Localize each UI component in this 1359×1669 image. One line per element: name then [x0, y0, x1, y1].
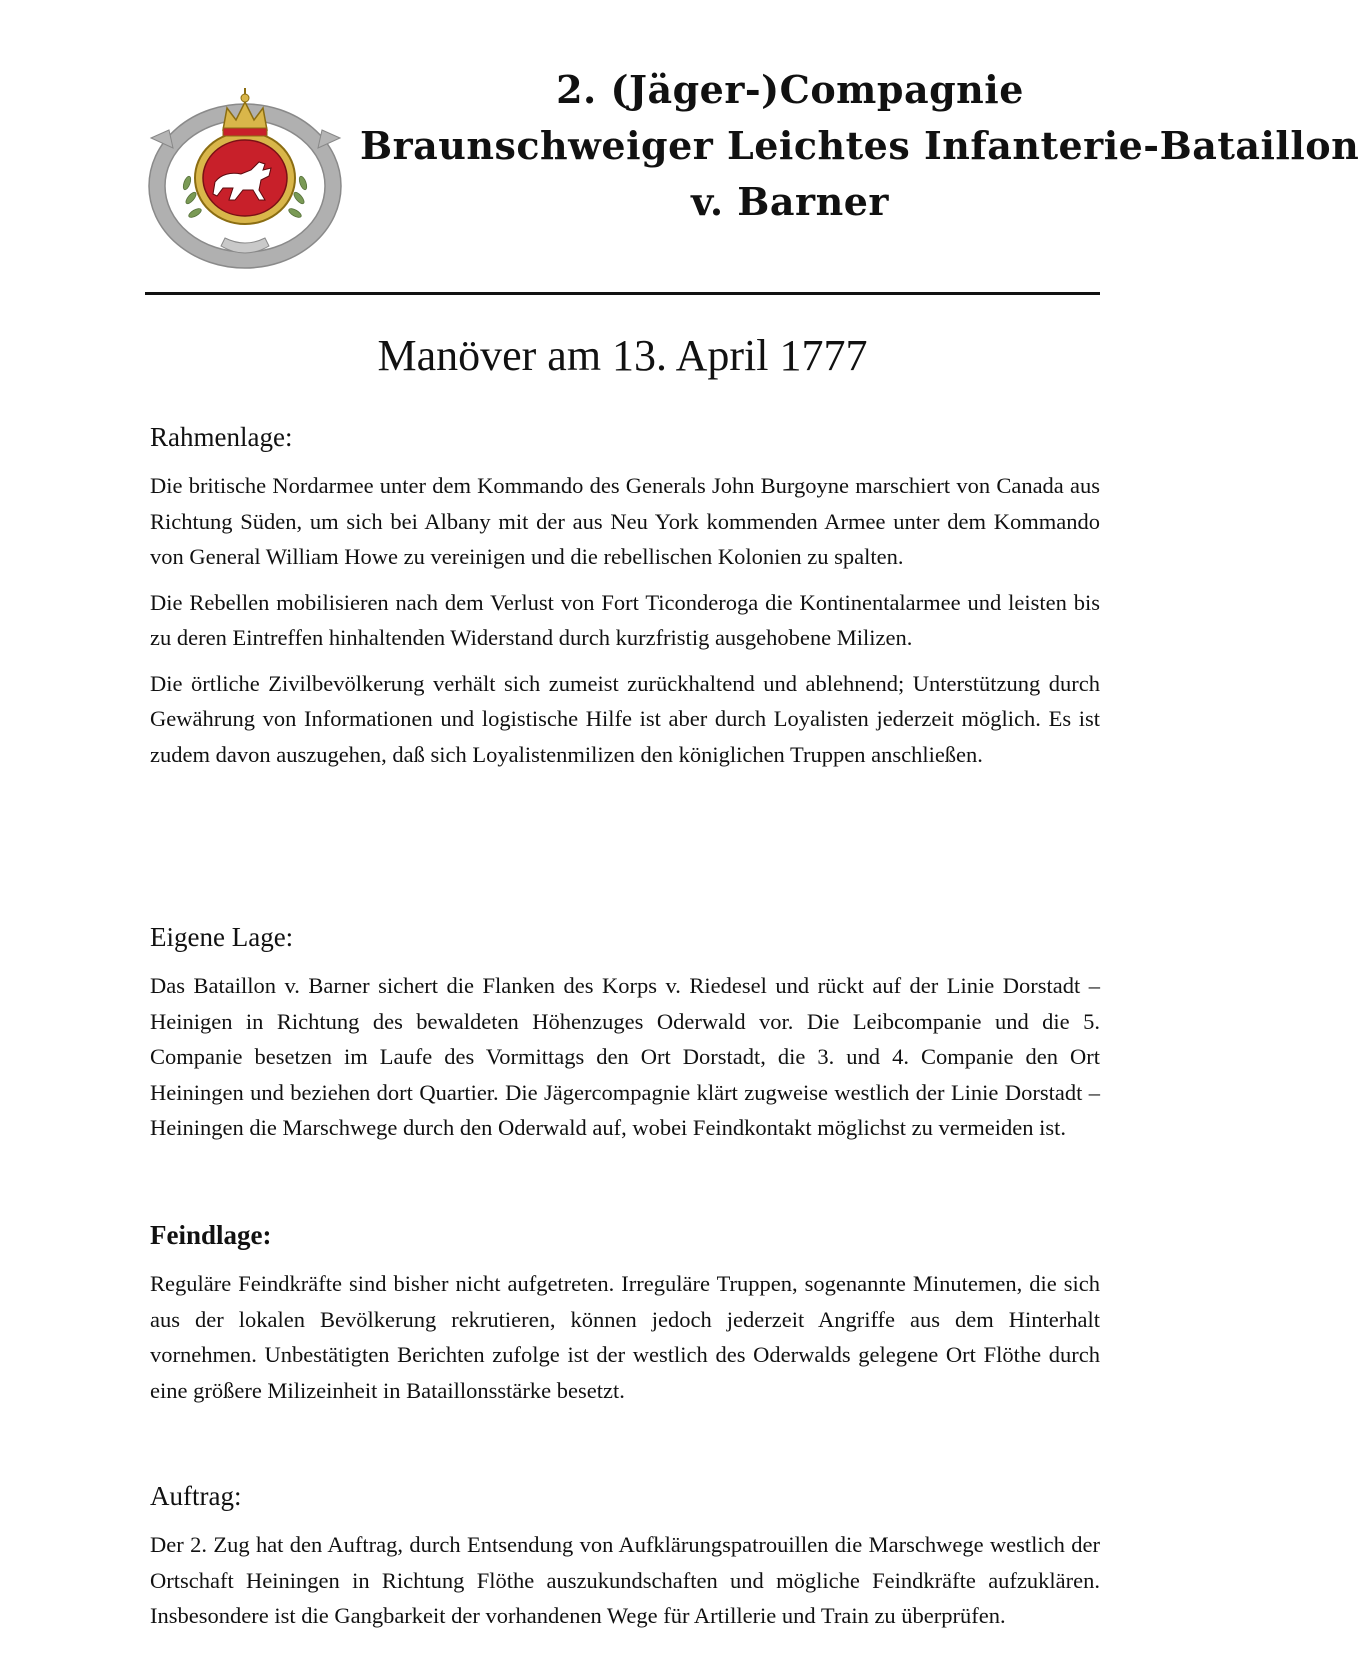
paragraph: Reguläre Feindkräfte sind bisher nicht aufgetreten. Irreguläre Truppen, sogenannte Minutemen, die sich aus der lokalen Bevölkerung rekrutieren, können jedoch jederzeit Angriffe aus dem Hinterhalt vornehmen. Unbestätigten Berichten zufolge ist der westlich des Oderwalds gelegene Ort Flöthe durch eine größere Milizeinheit in Bataillonsstärke besetzt. [150, 1271, 1100, 1403]
section-heading: Auftrag: [150, 1481, 242, 1511]
braunschweig-horse-crest-icon [143, 78, 348, 268]
paragraph: Die örtliche Zivilbevölkerung verhält sich zumeist zurückhaltend und ablehnend; Unterstützung durch Gewährung von Informationen und logistische Hilfe ist aber durch Loyalisten jederzeit möglich. Es ist zudem davon auszugehen, daß sich Loyalistenmilizen den königlichen Truppen anschließen. [150, 670, 1100, 767]
header-title [360, 62, 1359, 230]
section-feindlage [150, 1218, 1100, 1418]
paragraph: Die Rebellen mobilisieren nach dem Verlust von Fort Ticonderoga die Kontinentalarmee und leisten bis zu deren Eintreffen hinhaltenden Widerstand durch kurzfristig ausgehobene Milizen. [150, 589, 1100, 650]
paragraph: Der 2. Zug hat den Auftrag, durch Entsendung von Aufklärungspatrouillen die Marschwege westlich der Ortschaft Heiningen in Richtung Flöthe auszukundschaften und mögliche Feindkräfte aufzuklären. Insbesondere ist die Gangbarkeit der vorhandenen Wege für Artillerie und Train zu überprüfen. [150, 1532, 1100, 1628]
section-auftrag [150, 1479, 1100, 1644]
section-rahmenlage [150, 420, 1100, 782]
section-eigene-lage [150, 920, 1100, 1156]
paragraph: Die britische Nordarmee unter dem Kommando des Generals John Burgoyne marschiert von Canada aus Richtung Süden, um sich bei Albany mit der aus Neu York kommenden Armee unter dem Kommando von General William Howe zu vereinigen und die rebellischen Kolonien zu spalten. [150, 473, 1100, 569]
paragraph: Das Bataillon v. Barner sichert die Flanken des Korps v. Riedesel und rückt auf der Linie Dorstadt – Heinigen in Richtung des bewaldeten Höhenzuges Oderwald vor. Die Leibcompanie und die 5. Companie besetzen im Laufe des Vormittags den Ort Dorstadt, die 3. und 4. Companie den Ort Heiningen und beziehen dort Quartier. Die Jägercompagnie klärt zugweise westlich der Linie Dorstadt – Heiningen die Marschwege durch den Oderwald auf, wobei Feindkontakt möglichst zu vermeiden ist. [150, 973, 1100, 1140]
section-heading: Feindlage: [150, 1220, 272, 1250]
section-heading: Eigene Lage: [150, 922, 294, 952]
header-line-company: 2. (Jäger-)Compagnie [556, 67, 1024, 112]
page-title: Manöver am 13. April 1777 [377, 331, 868, 380]
header-divider [145, 292, 1100, 295]
section-heading: Rahmenlage: [150, 422, 293, 452]
header-line-battalion: Braunschweiger Leichtes Infanterie-Bataillon [360, 123, 1359, 168]
header-line-commander: v. Barner [691, 179, 889, 224]
